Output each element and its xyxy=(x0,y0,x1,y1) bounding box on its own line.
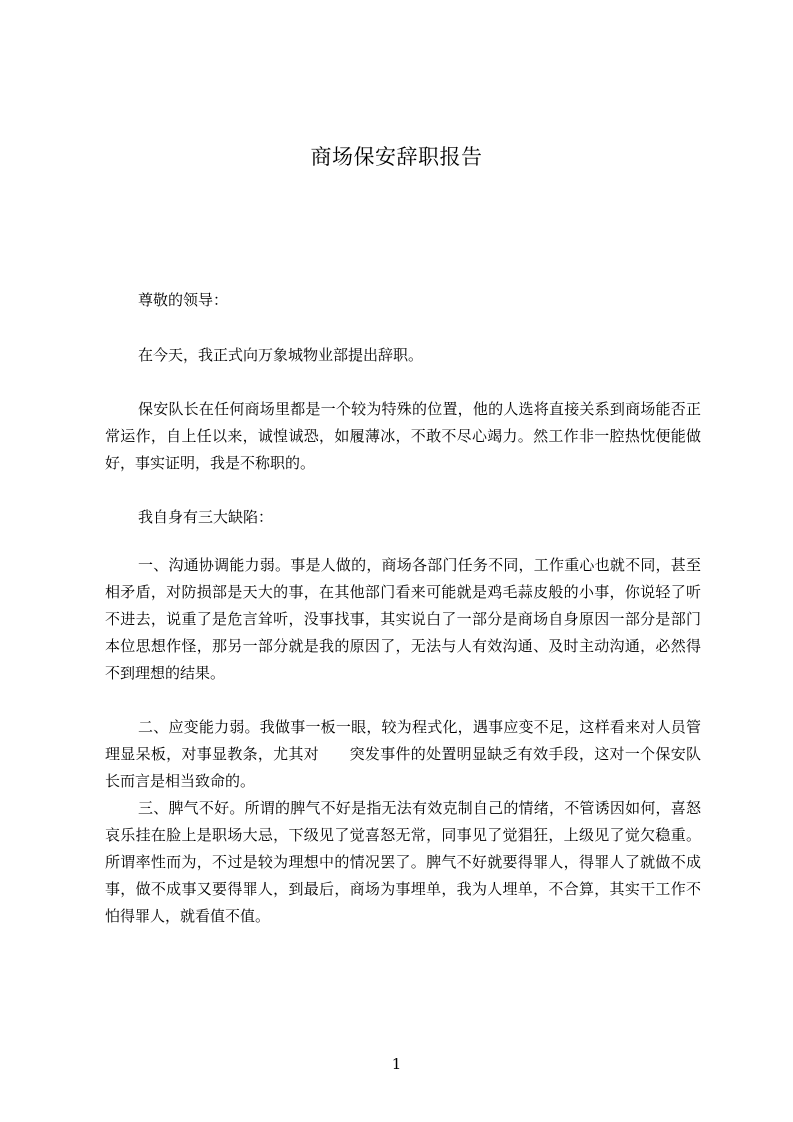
paragraph-intro: 在今天，我正式向万象城物业部提出辞职。 xyxy=(138,346,424,364)
paragraph-position: 保安队长在任何商场里都是一个较为特殊的位置，他的人选将直接关系到商场能否正常运作，自上任以来，诚惶诚恐，如履薄冰，不敢不尽心竭力。然工作非一腔热忱便能做好，事实证明，我是不称职的。 xyxy=(105,400,701,472)
salutation: 尊敬的领导： xyxy=(138,291,229,309)
paragraph-defects-heading: 我自身有三大缺陷： xyxy=(138,508,274,526)
paragraph-temper: 三、脾气不好。所谓的脾气不好是指无法有效克制自己的情绪，不管诱因如何，喜怒哀乐挂在脸上是职场大忌，下级见了觉喜怒无常，同事见了觉猖狂，上级见了觉欠稳重。所谓率性而为，不过是较为理想中的情况罢了。脾气不好就要得罪人，得罪人了就做不成事，做不成事又要得罪人，到最后，商场为事埋单，我为人埋单，不合算，其实干工作不怕得罪人，就看值不值。 xyxy=(105,799,701,925)
paragraph-adaptability: 二、应变能力弱。我做事一板一眼，较为程式化，遇事应变不足，这样看来对人员管理显呆板，对事显教条，尤其对 突发事件的处置明显缺乏有效手段，这对一个保安队长而言是相当致命的。 xyxy=(105,718,701,790)
paragraph-communication: 一、沟通协调能力弱。事是人做的，商场各部门任务不同，工作重心也就不同，甚至相矛盾，对防损部是天大的事，在其他部门看来可能就是鸡毛蒜皮般的小事，你说轻了听不进去，说重了是危言耸听，没事找事，其实说白了一部分是商场自身原因一部分是部门本位思想作怪，那另一部分就是我的原因了，无法与人有效沟通、及时主动沟通，必然得不到理想的结果。 xyxy=(105,556,701,682)
page-number: 1 xyxy=(391,1055,402,1073)
document-title: 商场保安辞职报告 xyxy=(310,145,483,169)
